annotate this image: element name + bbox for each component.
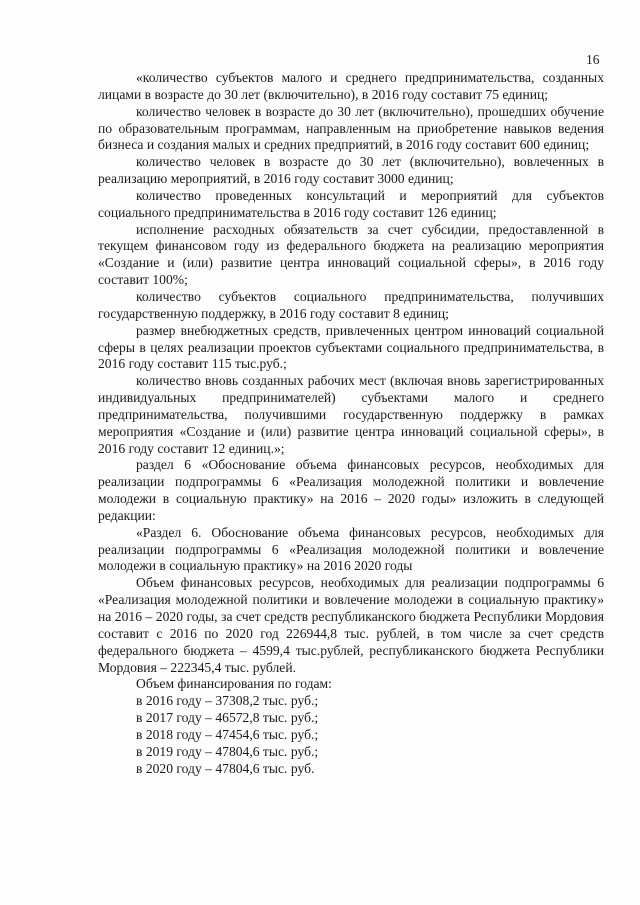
- paragraph-5: исполнение расходных обязательств за счет субсидии, предоставленной в текущем финансовом году из федерального бюджета на реализацию мероприятия «Создание и (или) развитие центра инноваций социальной сферы», в 2016 году составит 100%;: [98, 221, 604, 288]
- document-body: [98, 70, 604, 777]
- paragraph-8: количество вновь созданных рабочих мест (включая вновь зарегистрированных индивидуальных предпринимателей) субъектами малого и среднего предпринимательства, получившими государственную поддержку в рамках мероприятия «Создание и (или) развитие центра инноваций социальной сферы», в 2016 году составит 12 единиц.»;: [98, 373, 604, 456]
- paragraph-9: раздел 6 «Обоснование объема финансовых ресурсов, необходимых для реализации подпрограммы 6 «Реализация молодежной политики и вовлечение молодежи в социальную практику» на 2016 – 2020 годы» изложить в следующей редакции:: [98, 457, 604, 523]
- paragraph-11: Объем финансовых ресурсов, необходимых для реализации подпрограммы 6 «Реализация молодежной политики и вовлечение молодежи в социальную практику» на 2016 – 2020 годы, за счет средств республиканского бюджета Республики Мордовия составит с 2016 по 2020 год 226944,8 тыс. рублей, в том числе за счет средств федерального бюджета – 4599,4 тыс.рублей, республиканского бюджета Республики Мордовия – 222345,4 тыс. рублей.: [98, 575, 604, 675]
- paragraph-3: количество человек в возрасте до 30 лет (включительно), вовлеченных в реализацию мероприятий, в 2016 году составит 3000 единиц;: [98, 154, 604, 187]
- paragraph-7: размер внебюджетных средств, привлеченных центром инноваций социальной сферы в целях реализации проектов субъектами социального предпринимательства, в 2016 году составит 115 тыс.руб.;: [98, 322, 604, 372]
- paragraph-2: количество человек в возрасте до 30 лет (включительно), прошедших обучение по образовательным программам, направленным на приобретение навыков ведения бизнеса и создания малых и средних предприятий, в 2016 году составит 600 единиц;: [98, 103, 604, 153]
- funding-item-2019: в 2019 году – 47804,6 тыс. руб.;: [136, 743, 319, 759]
- funding-item-2020: в 2020 году – 47804,6 тыс. руб.: [136, 760, 315, 776]
- page-number: 16: [586, 52, 600, 67]
- paragraph-1: «количество субъектов малого и среднего предпринимательства, созданных лицами в возрасте до 30 лет (включительно), в 2016 году составит 75 единиц;: [98, 70, 604, 102]
- funding-item-2016: в 2016 году – 37308,2 тыс. руб.;: [136, 693, 319, 709]
- paragraph-6: количество субъектов социального предпринимательства, получивших государственную поддержку, в 2016 году составит 8 единиц;: [98, 288, 604, 321]
- funding-item-2018: в 2018 году – 47454,6 тыс. руб.;: [136, 726, 319, 742]
- paragraph-10: «Раздел 6. Обоснование объема финансовых ресурсов, необходимых для реализации подпрограммы 6 «Реализация молодежной политики и вовлечение молодежи в социальную практику» на 2016 2020 годы: [98, 524, 604, 574]
- funding-title: Объем финансирования по годам:: [136, 676, 332, 692]
- funding-list: [98, 693, 604, 777]
- funding-item-2017: в 2017 году – 46572,8 тыс. руб.;: [136, 710, 319, 726]
- paragraph-4: количество проведенных консультаций и мероприятий для субъектов социального предпринимательства в 2016 году составит 126 единиц;: [98, 187, 604, 220]
